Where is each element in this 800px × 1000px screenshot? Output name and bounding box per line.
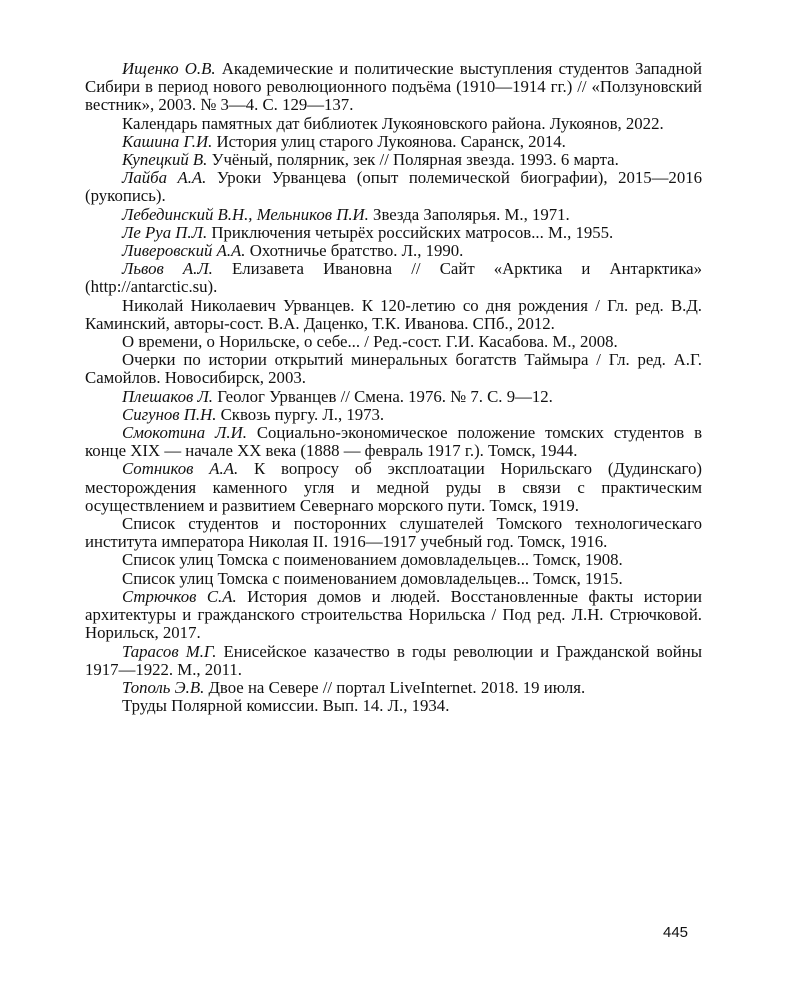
bibliography-entry [85,133,702,151]
entry-author: Купецкий В. [122,150,208,170]
entry-author: Ищенко О.В. [122,59,216,78]
entry-text: О времени, о Норильске, о себе... / Ред.-сост. Г.И. Касабова. М., 2008. [122,332,618,352]
bibliography-entry [85,260,702,296]
entry-author: Тарасов М.Г. [122,641,217,661]
entry-text: Социально-экономическое положение томских студентов в конце XIX — начале XX века (1888 — февраль 1917 г.). Томск, 1944. [85,423,702,461]
entry-author: Лебединский В.Н., Мельников П.И. [122,204,369,224]
entry-text: Учёный, полярник, зек // Полярная звезда. 1993. 6 марта. [207,150,619,170]
bibliography-entry [85,297,702,333]
bibliography-entry [85,570,702,588]
entry-text: К вопросу об эксплоатации Норильскаго (Дудинскаго) месторождения каменного угля и медной руды в связи с практическим осуществлением и развитием Севернаго морского пути. Томск, 1919. [85,459,703,515]
entry-author: Стрючков С.А. [122,586,237,606]
entry-author: Ле Руа П.Л. [122,222,208,242]
entry-author: Кашина Г.И. [122,131,213,151]
entry-text: Труды Полярной комиссии. Вып. 14. Л., 1934. [122,696,450,716]
bibliography-entry [85,588,702,643]
page-number: 445 [663,924,689,941]
entry-author: Лайба А.А. [122,168,207,188]
entry-text: Список студентов и посторонних слушателей Томского технологическаго института императора Николая II. 1916—1917 учебный год. Томск, 1916. [85,514,702,552]
entry-text: Енисейское казачество в годы революции и Гражданской войны 1917—1922. М., 2011. [85,641,702,679]
bibliography-entry [85,406,702,424]
bibliography-entry [85,151,702,169]
entry-text: Список улиц Томска с поименованием домовладельцев... Томск, 1915. [122,568,623,588]
bibliography-list [85,60,702,715]
bibliography-entry [85,388,702,406]
bibliography-entry [85,169,702,205]
bibliography-entry [85,242,702,260]
entry-text: Календарь памятных дат библиотек Лукояновского района. Лукоянов, 2022. [122,113,664,133]
bibliography-entry [85,115,702,133]
entry-text: Уроки Урванцева (опыт полемической биографии), 2015—2016 (рукопись). [85,168,702,206]
bibliography-entry [85,60,702,115]
bibliography-entry [85,351,702,387]
entry-text: Сквозь пургу. Л., 1973. [216,404,385,424]
entry-text: История улиц старого Лукоянова. Саранск, 2014. [212,131,566,151]
bibliography-entry [85,515,702,551]
entry-text: Двое на Севере // портал LiveInternet. 2018. 19 июля. [204,677,586,697]
entry-author: Тополь Э.В. [122,677,205,697]
bibliography-entry [85,460,702,515]
bibliography-entry [85,697,702,715]
entry-text: Геолог Урванцев // Смена. 1976. № 7. С. 9—12. [213,386,553,406]
bibliography-entry [85,333,702,351]
entry-author: Ливеровский А.А. [122,241,246,261]
entry-text: Охотничье братство. Л., 1990. [245,241,464,261]
entry-author: Львов А.Л. [122,259,213,279]
entry-text: Звезда Заполярья. М., 1971. [368,204,570,224]
entry-author: Смокотина Л.И. [122,423,247,443]
entry-text: Академические и политические выступления студентов Западной Сибири в период нового революционного подъёма (1910—1914 гг.) // «Ползуновский вестник», 2003. № 3—4. С. 129—137. [85,59,702,115]
entry-text: Приключения четырёх российских матросов... М., 1955. [207,222,614,242]
bibliography-entry [85,679,702,697]
entry-text: Елизавета Ивановна // Сайт «Арктика и Антарктика» (http://antarctic.su). [85,259,702,297]
entry-text: Николай Николаевич Урванцев. К 120-летию со дня рождения / Гл. ред. В.Д. Каминский, авторы-сост. В.А. Даценко, Т.К. Иванова. СПб., 2012. [85,295,702,333]
entry-author: Плешаков Л. [122,386,214,406]
entry-text: История домов и людей. Восстановленные факты истории архитектуры и гражданского строительства Норильска / Под ред. Л.Н. Стрючковой. Норильск, 2017. [85,586,702,643]
entry-author: Сигунов П.Н. [122,404,217,424]
bibliography-entry [85,206,702,224]
entry-text: Очерки по истории открытий минеральных богатств Таймыра / Гл. ред. А.Г. Самойлов. Новосибирск, 2003. [85,350,702,388]
entry-author: Сотников А.А. [122,459,239,479]
bibliography-entry [85,551,702,569]
bibliography-entry [85,224,702,242]
entry-text: Список улиц Томска с поименованием домовладельцев... Томск, 1908. [122,550,623,570]
bibliography-entry [85,424,702,460]
bibliography-entry [85,643,702,679]
